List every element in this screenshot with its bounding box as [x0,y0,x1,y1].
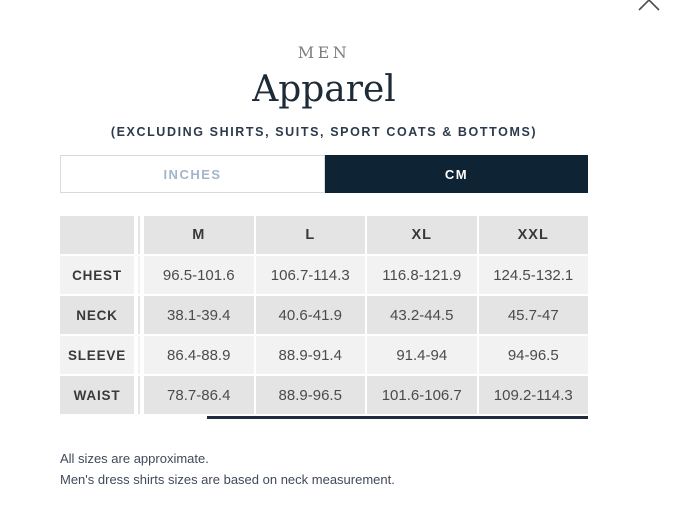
scroll-edge-sliver [138,216,140,254]
size-cell: 96.5-101.6 [144,256,254,294]
column-header-m: M [144,216,254,254]
size-table [60,216,588,414]
tab-cm-label: CM [444,166,469,182]
footnotes [60,448,588,490]
tab-cm[interactable] [325,155,588,193]
unit-toggle [60,155,588,193]
size-cell: 86.4-88.9 [144,336,254,374]
size-cell: 101.6-106.7 [367,376,477,414]
column-header-xl: XL [367,216,477,254]
size-cell: 88.9-91.4 [256,336,366,374]
size-cell: 106.7-114.3 [256,256,366,294]
size-cell: 43.2-44.5 [367,296,477,334]
close-x-icon [636,0,662,13]
horizontal-scrollbar-thumb[interactable] [207,416,588,419]
footnote-approximate: All sizes are approximate. [60,451,209,466]
close-button[interactable] [636,0,662,13]
size-cell: 40.6-41.9 [256,296,366,334]
tab-inches[interactable] [60,155,325,193]
size-cell: 94-96.5 [479,336,589,374]
scroll-edge-sliver [138,336,140,374]
horizontal-scrollbar [60,416,588,419]
size-cell: 109.2-114.3 [479,376,589,414]
scroll-edge-sliver [138,256,140,294]
category-eyebrow: MEN [297,43,351,62]
table-row-sleeve [60,336,588,374]
size-cell: 45.7-47 [479,296,589,334]
size-cell: 88.9-96.5 [256,376,366,414]
row-label-chest: CHEST [60,256,134,294]
table-row-neck [60,296,588,334]
size-cell: 38.1-39.4 [144,296,254,334]
row-label-sleeve: SLEEVE [60,336,134,374]
row-label-neck: NECK [60,296,134,334]
size-cell: 78.7-86.4 [144,376,254,414]
footnote-dress-shirts: Men's dress shirts sizes are based on neck measurement. [60,472,395,487]
size-cell: 124.5-132.1 [479,256,589,294]
table-row-waist [60,376,588,414]
chart-subtitle: (EXCLUDING SHIRTS, SUITS, SPORT COATS & BOTTOMS) [110,125,538,139]
size-cell: 91.4-94 [367,336,477,374]
table-header-row [60,216,588,254]
size-cell: 116.8-121.9 [367,256,477,294]
size-chart-modal [60,0,588,490]
corner-cell [60,216,134,254]
column-header-xxl: XXL [479,216,589,254]
scroll-edge-sliver [138,296,140,334]
page-title: Apparel [252,69,396,110]
scroll-edge-sliver [138,376,140,414]
row-label-waist: WAIST [60,376,134,414]
column-header-l: L [256,216,366,254]
tab-inches-label: INCHES [163,166,222,182]
table-row-chest [60,256,588,294]
